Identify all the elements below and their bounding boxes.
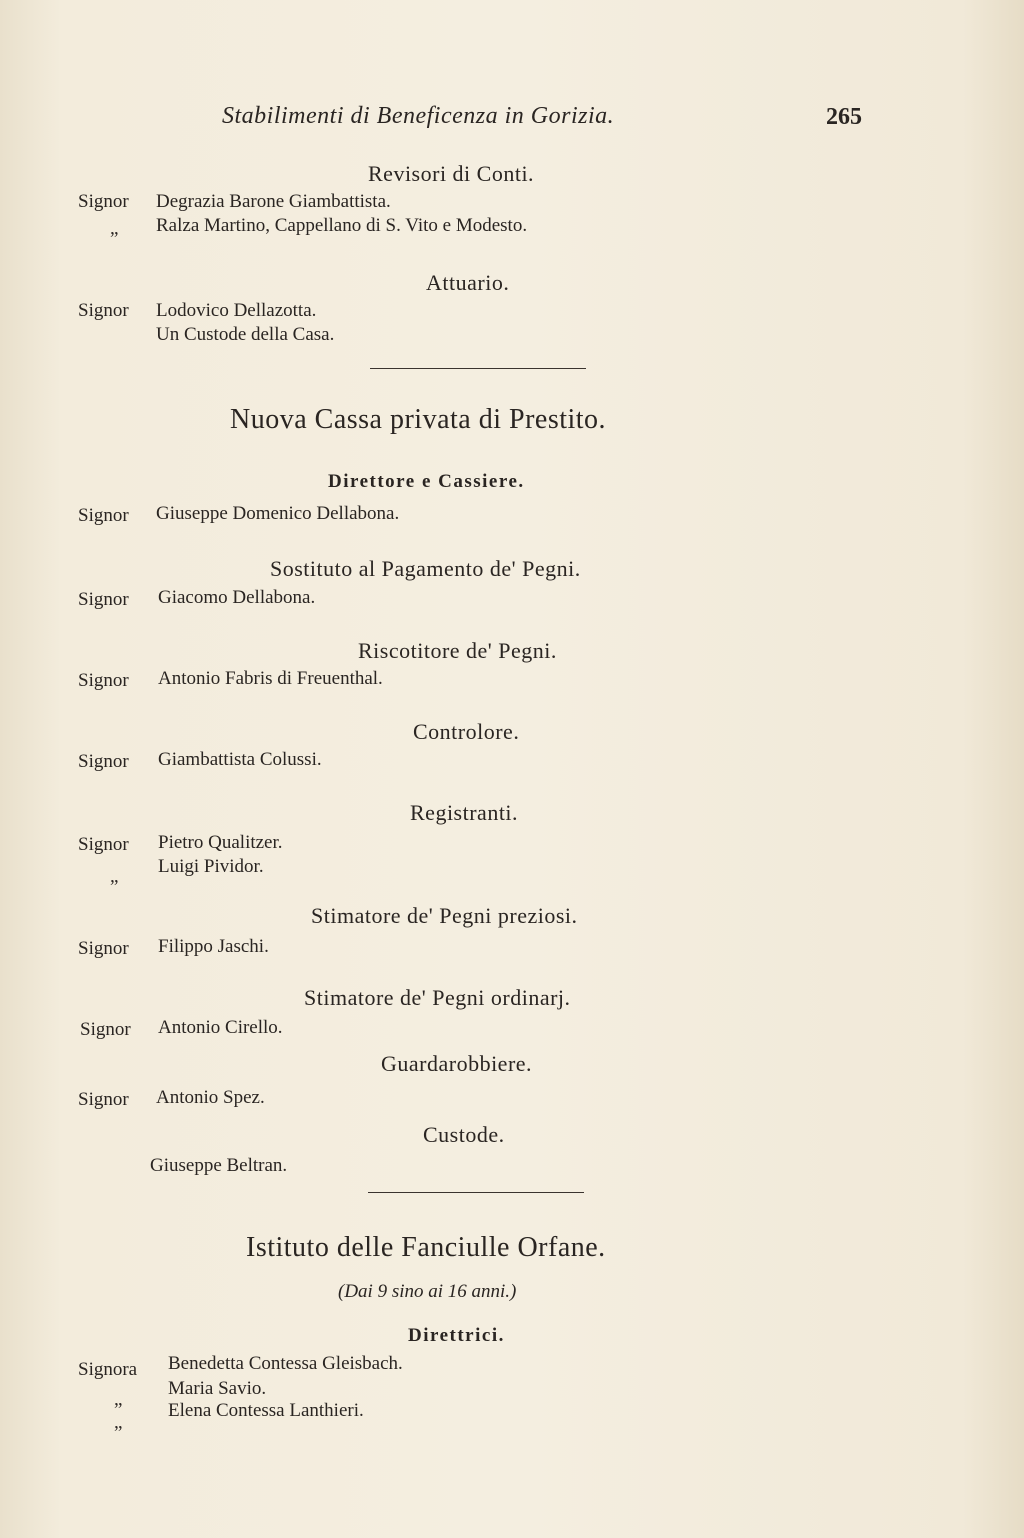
- entry-prefix: Signor: [78, 938, 129, 959]
- heading-revisori: Revisori di Conti.: [368, 161, 535, 186]
- subheading-eta: (Dai 9 sino ai 16 anni.): [338, 1281, 517, 1302]
- ditto-mark: „: [110, 866, 119, 887]
- entry-text: Benedetta Contessa Gleisbach.: [168, 1353, 403, 1374]
- heading-stimatore-preziosi: Stimatore de' Pegni preziosi.: [311, 903, 578, 928]
- heading-registranti: Registranti.: [410, 800, 519, 825]
- entry-text: Giambattista Colussi.: [158, 749, 322, 770]
- entry-prefix: Signor: [78, 1089, 129, 1110]
- entry-text: Filippo Jaschi.: [158, 936, 269, 957]
- entry-text: Ralza Martino, Cappellano di S. Vito e Modesto.: [156, 215, 528, 236]
- entry-text: Elena Contessa Lanthieri.: [168, 1400, 364, 1421]
- heading-riscotitore: Riscotitore de' Pegni.: [358, 638, 557, 663]
- entry-text: Antonio Fabris di Freuenthal.: [158, 668, 383, 689]
- heading-cassa: Nuova Cassa privata di Prestito.: [230, 404, 607, 435]
- entry-text: Giuseppe Beltran.: [150, 1155, 288, 1176]
- heading-stimatore-ordinari: Stimatore de' Pegni ordinarj.: [304, 985, 571, 1010]
- heading-sostituto: Sostituto al Pagamento de' Pegni.: [270, 556, 581, 581]
- entry-text: Antonio Cirello.: [158, 1017, 283, 1038]
- entry-text: Pietro Qualitzer.: [158, 832, 283, 853]
- entry-prefix: Signor: [80, 1019, 131, 1040]
- entry-prefix: Signor: [78, 300, 129, 321]
- heading-attuario: Attuario.: [426, 270, 510, 295]
- entry-text: Degrazia Barone Giambattista.: [156, 191, 391, 212]
- entry-prefix: Signor: [78, 834, 129, 855]
- entry-prefix: Signora: [78, 1359, 138, 1380]
- entry-text: Lodovico Dellazotta.: [156, 300, 317, 321]
- entry-text: Giuseppe Domenico Dellabona.: [156, 503, 400, 524]
- entry-prefix: Signor: [78, 751, 129, 772]
- entry-text: Maria Savio.: [168, 1378, 267, 1399]
- page-number: 265: [826, 104, 862, 130]
- entry-prefix: Signor: [78, 191, 129, 212]
- ditto-mark: „: [114, 1389, 123, 1410]
- heading-guardarobbiere: Guardarobbiere.: [381, 1051, 533, 1076]
- heading-custode: Custode.: [423, 1122, 505, 1147]
- heading-istituto: Istituto delle Fanciulle Orfane.: [246, 1232, 606, 1263]
- entry-prefix: Signor: [78, 589, 129, 610]
- running-title: Stabilimenti di Beneficenza in Gorizia.: [222, 103, 615, 129]
- entry-text: Un Custode della Casa.: [156, 324, 335, 345]
- entry-prefix: Signor: [78, 670, 129, 691]
- ditto-mark: „: [110, 218, 119, 239]
- divider-rule: [368, 1192, 584, 1193]
- entry-text: Giacomo Dellabona.: [158, 587, 316, 608]
- divider-rule: [370, 368, 586, 369]
- heading-direttore: Direttore e Cassiere.: [328, 471, 525, 492]
- entry-text: Luigi Pividor.: [158, 856, 264, 877]
- entry-text: Antonio Spez.: [156, 1087, 265, 1108]
- ditto-mark: „: [114, 1412, 123, 1433]
- heading-direttrici: Direttrici.: [408, 1325, 505, 1346]
- entry-prefix: Signor: [78, 505, 129, 526]
- heading-controlore: Controlore.: [413, 719, 520, 744]
